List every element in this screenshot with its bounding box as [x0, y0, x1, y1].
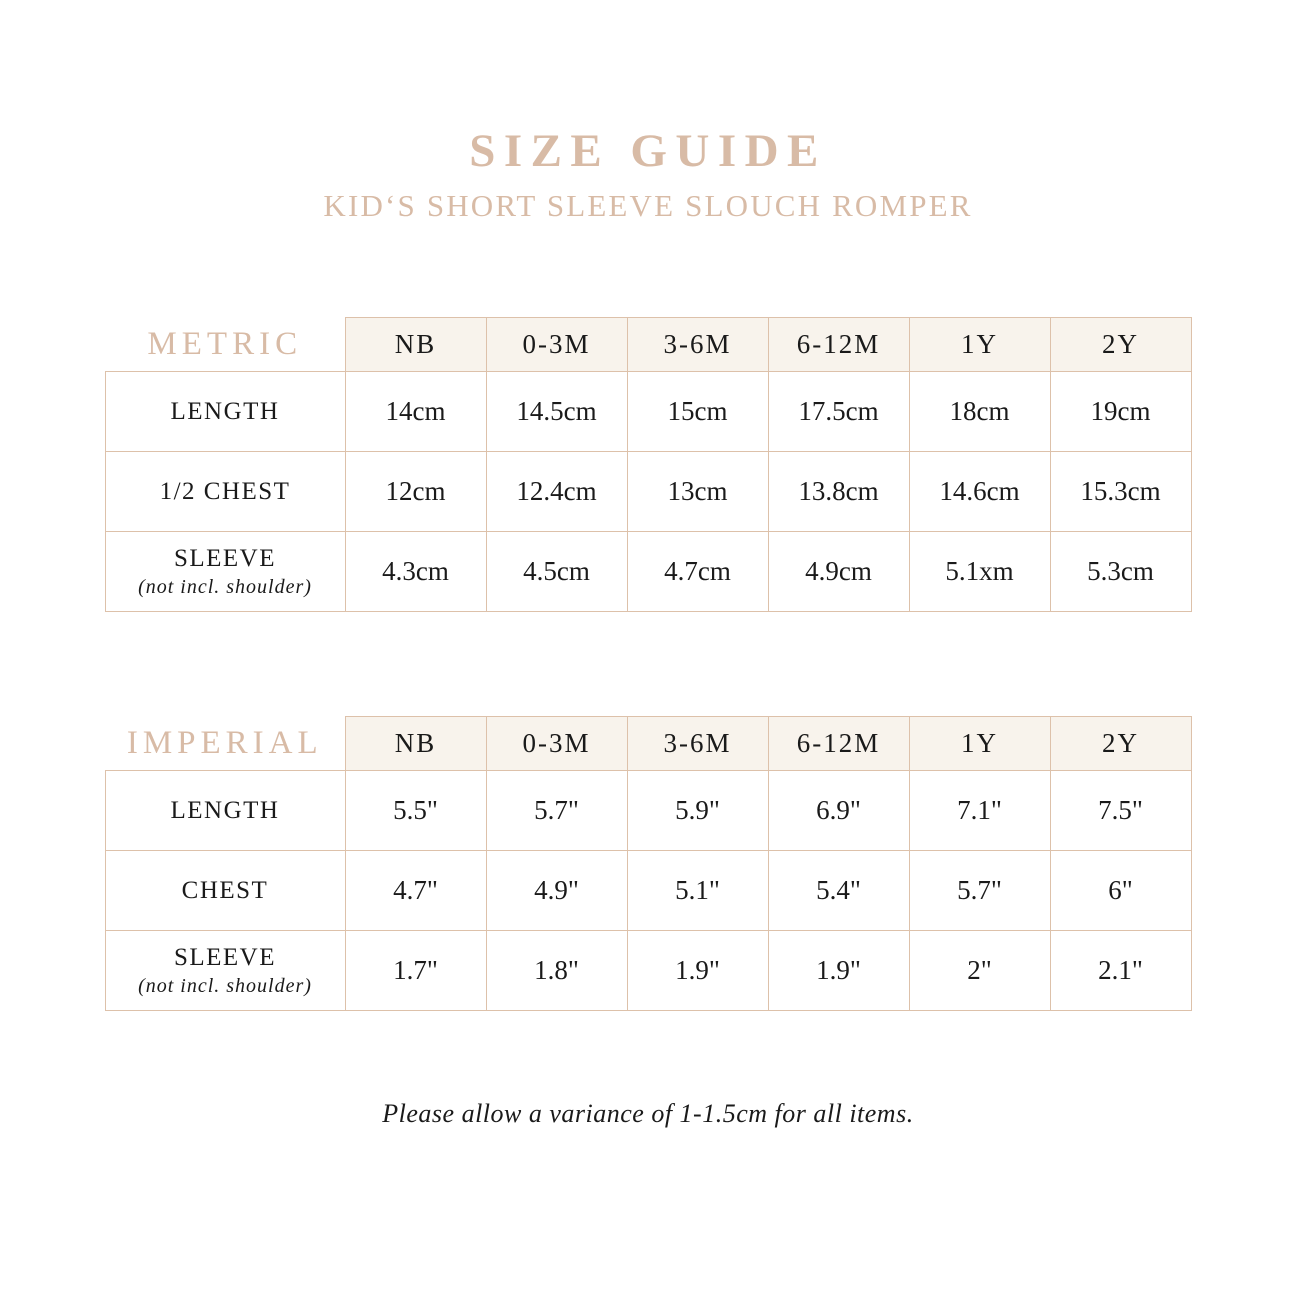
size-column-header: 1Y: [909, 717, 1050, 771]
size-value: 6": [1050, 851, 1191, 931]
size-column-header: 1Y: [909, 318, 1050, 372]
size-value: 1.9": [627, 931, 768, 1011]
size-value: 4.5cm: [486, 532, 627, 612]
size-column-header: 0-3M: [486, 318, 627, 372]
size-value: 5.4": [768, 851, 909, 931]
size-value: 5.9": [627, 771, 768, 851]
size-value: 13.8cm: [768, 452, 909, 532]
size-column-header: 3-6M: [627, 717, 768, 771]
page-title: SIZE GUIDE: [469, 125, 827, 177]
size-value: 12.4cm: [486, 452, 627, 532]
size-value: 5.7": [486, 771, 627, 851]
row-label: SLEEVE: [173, 544, 277, 572]
size-value: 5.3cm: [1050, 532, 1191, 612]
metric-corner-cell: [105, 318, 345, 372]
size-value: 1.8": [486, 931, 627, 1011]
table-row-metric-half-chest: [105, 452, 1191, 532]
row-label: LENGTH: [170, 397, 280, 425]
size-value: 13cm: [627, 452, 768, 532]
size-value: 5.1": [627, 851, 768, 931]
row-label-cell: [105, 771, 345, 851]
size-value: 4.7cm: [627, 532, 768, 612]
size-value: 7.1": [909, 771, 1050, 851]
size-column-header: 6-12M: [768, 717, 909, 771]
section-label-metric: METRIC: [147, 325, 303, 362]
row-label-cell: [105, 532, 345, 612]
size-column-header: 6-12M: [768, 318, 909, 372]
size-value: 14.5cm: [486, 372, 627, 452]
size-column-header: 2Y: [1050, 717, 1191, 771]
size-value: 4.3cm: [345, 532, 486, 612]
row-label-cell: [105, 851, 345, 931]
size-value: 1.9": [768, 931, 909, 1011]
size-value: 5.5": [345, 771, 486, 851]
imperial-corner-cell: [105, 717, 345, 771]
size-value: 14.6cm: [909, 452, 1050, 532]
row-label-cell: [105, 931, 345, 1011]
table-row-metric-length: [105, 372, 1191, 452]
row-label: LENGTH: [170, 796, 280, 824]
row-label-cell: [105, 452, 345, 532]
size-column-header: NB: [345, 717, 486, 771]
metric-header-row: [105, 318, 1191, 372]
size-value: 15cm: [627, 372, 768, 452]
size-value: 4.7": [345, 851, 486, 931]
size-value: 19cm: [1050, 372, 1191, 452]
size-value: 18cm: [909, 372, 1050, 452]
size-value: 14cm: [345, 372, 486, 452]
size-table-metric: [105, 317, 1192, 612]
row-label-cell: [105, 372, 345, 452]
size-value: 1.7": [345, 931, 486, 1011]
row-label: CHEST: [181, 876, 269, 904]
size-value: 15.3cm: [1050, 452, 1191, 532]
row-label: 1/2 CHEST: [159, 477, 291, 505]
row-label: SLEEVE: [173, 943, 277, 971]
variance-footnote: Please allow a variance of 1-1.5cm for all items.: [382, 1099, 914, 1128]
table-row-imperial-chest: [105, 851, 1191, 931]
row-sublabel: (not incl. shoulder): [138, 974, 312, 997]
size-value: 2.1": [1050, 931, 1191, 1011]
size-value: 5.1xm: [909, 532, 1050, 612]
row-sublabel: (not incl. shoulder): [138, 575, 312, 598]
size-column-header: 0-3M: [486, 717, 627, 771]
table-row-imperial-length: [105, 771, 1191, 851]
size-table-imperial: [105, 716, 1192, 1011]
size-value: 4.9": [486, 851, 627, 931]
size-column-header: 2Y: [1050, 318, 1191, 372]
size-value: 2": [909, 931, 1050, 1011]
table-row-metric-sleeve: [105, 532, 1191, 612]
size-value: 7.5": [1050, 771, 1191, 851]
size-column-header: NB: [345, 318, 486, 372]
size-value: 5.7": [909, 851, 1050, 931]
size-value: 12cm: [345, 452, 486, 532]
section-label-imperial: IMPERIAL: [126, 724, 323, 761]
size-value: 17.5cm: [768, 372, 909, 452]
table-row-imperial-sleeve: [105, 931, 1191, 1011]
size-value: 6.9": [768, 771, 909, 851]
size-value: 4.9cm: [768, 532, 909, 612]
imperial-header-row: [105, 717, 1191, 771]
size-column-header: 3-6M: [627, 318, 768, 372]
page-subtitle: KID‘S SHORT SLEEVE SLOUCH ROMPER: [323, 188, 973, 223]
